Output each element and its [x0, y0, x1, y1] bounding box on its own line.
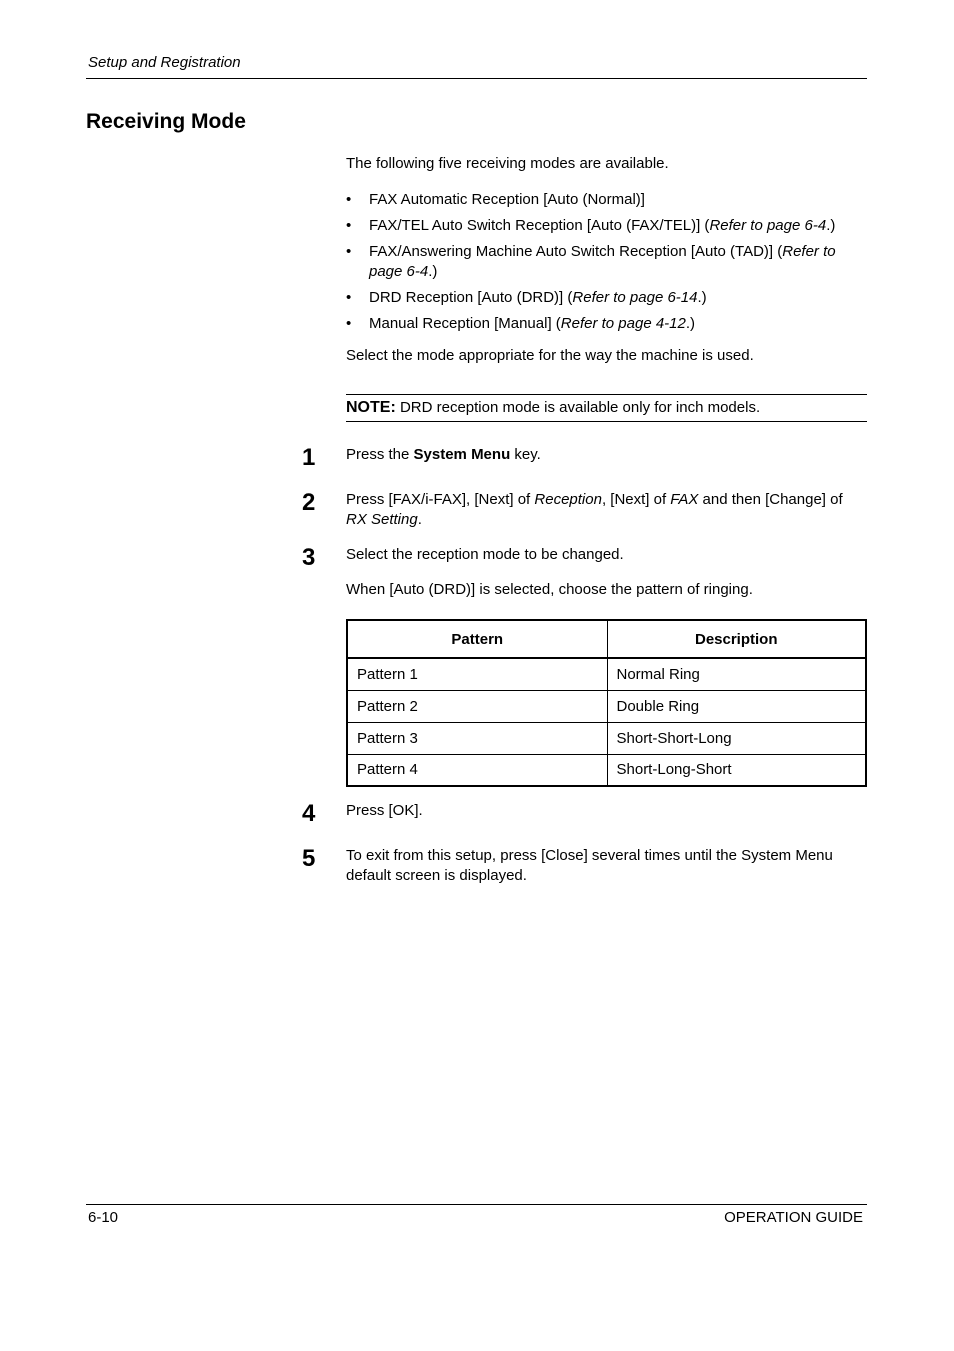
page-title: Receiving Mode — [86, 110, 246, 133]
list-item: • Manual Reception [Manual] (Refer to page 4-12.) — [346, 314, 867, 334]
list-item: • FAX/TEL Auto Switch Reception [Auto (FAX/TEL)] (Refer to page 6-4.) — [346, 216, 867, 236]
list-item: • FAX Automatic Reception [Auto (Normal)] — [346, 190, 867, 210]
table-cell: Pattern 2 — [347, 690, 607, 722]
table-cell: Short-Long-Short — [607, 754, 866, 786]
table-row — [347, 658, 866, 690]
table-cell: Pattern 3 — [347, 722, 607, 754]
step-number: 1 — [302, 444, 316, 471]
step-text: Press the System Menu key. — [346, 446, 541, 463]
step-number: 3 — [302, 544, 316, 571]
table-row — [347, 690, 866, 722]
guide-title: OPERATION GUIDE — [724, 1209, 863, 1226]
note-box — [346, 394, 867, 422]
mode-list — [346, 190, 867, 340]
table-row — [347, 754, 866, 786]
intro-text: The following five receiving modes are available. — [346, 155, 669, 172]
table-cell: Short-Short-Long — [607, 722, 866, 754]
step-number: 2 — [302, 489, 316, 516]
table-header-pattern: Pattern — [347, 620, 607, 658]
table-cell: Pattern 1 — [347, 658, 607, 690]
step-text: Press [OK]. — [346, 802, 423, 819]
pattern-table — [346, 619, 867, 787]
note-text: DRD reception mode is available only for inch models. — [395, 399, 761, 416]
step-text: Select the reception mode to be changed. — [346, 546, 624, 563]
step-number: 5 — [302, 845, 316, 872]
header-divider — [86, 78, 867, 79]
step-text: To exit from this setup, press [Close] several times until the System Menu default screen is displayed. — [346, 847, 833, 884]
step-text: Press [FAX/i-FAX], [Next] of Reception, [Next] of FAX and then [Change] of RX Setting. — [346, 491, 843, 528]
table-header-row — [347, 620, 866, 658]
table-cell: Pattern 4 — [347, 754, 607, 786]
list-item: • FAX/Answering Machine Auto Switch Reception [Auto (TAD)] (Refer to page 6-4.) — [346, 242, 867, 282]
note-label: NOTE: — [346, 399, 396, 416]
step-number: 4 — [302, 800, 316, 827]
table-cell: Normal Ring — [607, 658, 866, 690]
page-number: 6-10 — [88, 1209, 119, 1226]
running-header: Setup and Registration — [88, 54, 241, 71]
select-mode-text: Select the mode appropriate for the way the machine is used. — [346, 347, 754, 364]
table-cell: Double Ring — [607, 690, 866, 722]
footer-divider — [86, 1204, 867, 1205]
step-subtext: When [Auto (DRD)] is selected, choose the pattern of ringing. — [346, 581, 753, 598]
list-item: • DRD Reception [Auto (DRD)] (Refer to page 6-14.) — [346, 288, 867, 308]
table-header-description: Description — [607, 620, 866, 658]
table-row — [347, 722, 866, 754]
